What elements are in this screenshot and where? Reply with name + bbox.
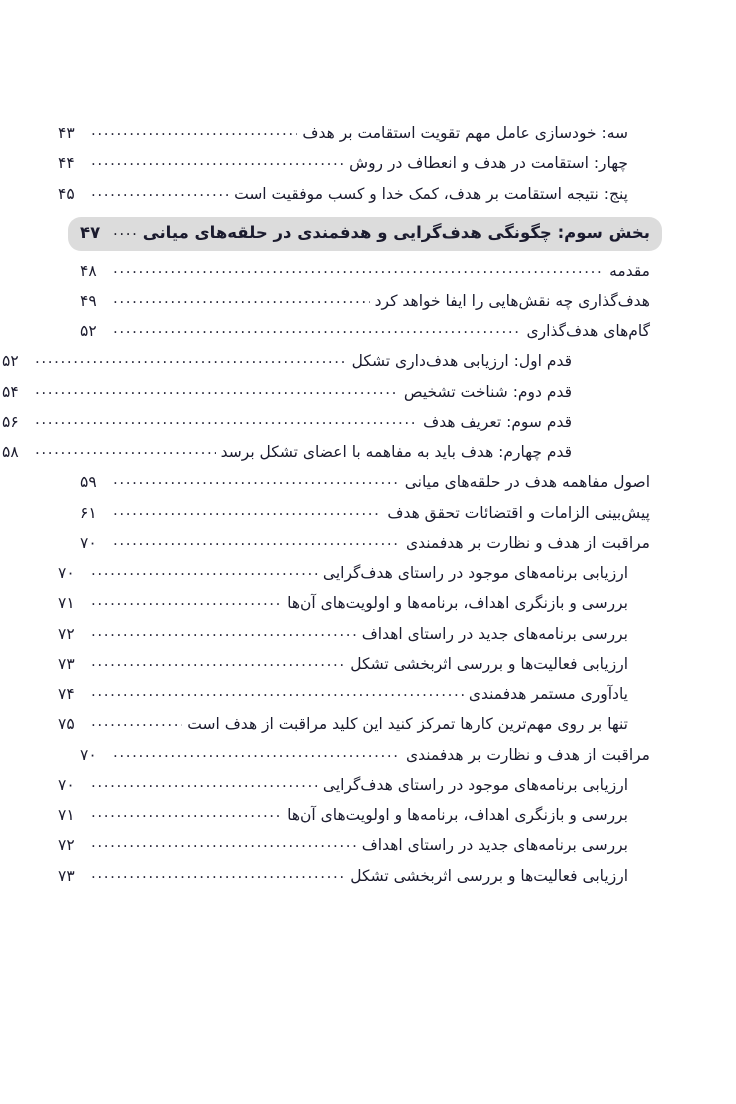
toc-entry-page-number: ۷۰ (80, 745, 97, 764)
toc-entry-page-number: ۷۵ (58, 715, 75, 734)
toc-entry-row[interactable] (58, 592, 628, 615)
toc-leader-dots (91, 622, 357, 640)
toc-entry-page-number: ۷۰ (80, 533, 97, 552)
toc-entry-page-number: ۷۴ (58, 685, 75, 703)
toc-leader-dots (91, 773, 318, 791)
toc-entry-page-number: ۵۶ (2, 412, 19, 431)
toc-leader-dots (91, 712, 182, 730)
table-of-contents-list (2, 122, 650, 895)
toc-entry-title: بررسی و بازنگری اهداف، برنامه‌ها و اولویت‌های آن‌ها (287, 806, 628, 824)
toc-entry-page-number: ۵۹ (80, 473, 97, 492)
toc-leader-dots (91, 864, 345, 882)
toc-entry-row[interactable] (58, 152, 628, 175)
toc-entry-title: تنها بر روی مهم‌ترین کارها تمرکز کنید این کلید مراقبت از هدف است (187, 715, 628, 734)
toc-entry-page-number: ۷۲ (58, 624, 75, 643)
toc-entry-title: قدم چهارم: هدف باید به مفاهمه با اعضای تشکل برسد (220, 443, 572, 461)
toc-entry-title: مراقبت از هدف و نظارت بر هدفمندی (405, 533, 650, 552)
toc-entry-row[interactable] (80, 502, 650, 525)
toc-entry-title: چهار: استقامت در هدف و انعطاف در روش (349, 154, 628, 173)
toc-entry-page-number: ۷۳ (58, 654, 75, 673)
toc-entry-title: ارزیابی برنامه‌های موجود در راستای هدف‌گرایی (322, 564, 628, 582)
toc-entry-title: ارزیابی فعالیت‌ها و بررسی اثربخشی تشکل (350, 866, 628, 885)
toc-entry-row[interactable] (58, 834, 628, 857)
toc-entry-page-number: ۵۸ (2, 443, 19, 461)
toc-section-row[interactable] (68, 217, 662, 251)
toc-leader-dots (91, 151, 344, 169)
toc-entry-title: قدم اول: ارزیابی هدف‌داری تشکل (351, 352, 572, 371)
toc-leader-dots (113, 221, 138, 239)
toc-entry-page-number: ۷۰ (58, 564, 75, 582)
toc-entry-title: بخش سوم: چگونگی هدف‌گرایی و هدفمندی در حلقه‌های میانی (142, 222, 650, 242)
toc-entry-row[interactable] (2, 350, 572, 373)
toc-entry-page-number: ۷۰ (58, 775, 75, 794)
toc-entry-title: گام‌های هدف‌گذاری (526, 322, 650, 340)
toc-entry-page-number: ۴۵ (58, 184, 75, 203)
toc-entry-page-number: ۴۹ (80, 291, 97, 310)
toc-leader-dots (113, 289, 370, 307)
toc-leader-dots (35, 440, 216, 458)
toc-leader-dots (113, 743, 401, 761)
toc-entry-row[interactable] (58, 183, 628, 206)
toc-entry-title: پنج: نتیجه استقامت بر هدف، کمک خدا و کسب موفقیت است (234, 184, 628, 203)
toc-entry-page-number: ۴۳ (58, 124, 75, 142)
toc-leader-dots (91, 182, 229, 200)
toc-leader-dots (91, 561, 318, 579)
toc-entry-row[interactable] (58, 653, 628, 676)
toc-entry-row[interactable] (58, 804, 628, 827)
toc-entry-row[interactable] (2, 411, 572, 434)
toc-entry-row[interactable] (80, 260, 650, 283)
toc-entry-row[interactable] (2, 441, 572, 464)
toc-entry-page-number: ۵۴ (2, 382, 19, 401)
toc-entry-title: مراقبت از هدف و نظارت بر هدفمندی (405, 745, 650, 764)
toc-leader-dots (91, 652, 345, 670)
toc-entry-page-number: ۴۷ (80, 222, 101, 242)
toc-entry-row[interactable] (80, 320, 650, 343)
toc-entry-page-number: ۷۱ (58, 594, 75, 613)
toc-entry-page-number: ۷۱ (58, 806, 75, 824)
toc-leader-dots (35, 349, 347, 367)
toc-entry-row[interactable] (58, 122, 628, 145)
toc-entry-title: اصول مفاهمه هدف در حلقه‌های میانی (404, 473, 650, 492)
toc-entry-title: ارزیابی برنامه‌های موجود در راستای هدف‌گرایی (322, 775, 628, 794)
toc-entry-row[interactable] (58, 562, 628, 585)
toc-entry-title: ارزیابی فعالیت‌ها و بررسی اثربخشی تشکل (350, 654, 628, 673)
toc-leader-dots (91, 833, 357, 851)
toc-entry-row[interactable] (58, 683, 628, 706)
toc-leader-dots (91, 682, 464, 700)
toc-entry-row[interactable] (80, 471, 650, 494)
toc-entry-title: یادآوری مستمر هدفمندی (468, 685, 628, 703)
toc-entry-page-number: ۵۲ (2, 352, 19, 371)
toc-entry-row[interactable] (58, 865, 628, 888)
toc-entry-title: پیش‌بینی الزامات و اقتضائات تحقق هدف (387, 503, 650, 522)
toc-entry-title: بررسی و بازنگری اهداف، برنامه‌ها و اولویت‌های آن‌ها (287, 594, 628, 613)
toc-leader-dots (91, 591, 282, 609)
toc-entry-row[interactable] (58, 623, 628, 646)
toc-leader-dots (91, 121, 297, 139)
toc-entry-page-number: ۴۴ (58, 154, 75, 173)
toc-entry-page-number: ۶۱ (80, 503, 97, 522)
toc-entry-row[interactable] (80, 290, 650, 313)
toc-leader-dots (113, 531, 401, 549)
toc-leader-dots (35, 380, 399, 398)
toc-entry-row[interactable] (2, 381, 572, 404)
toc-entry-title: بررسی برنامه‌های جدید در راستای اهداف (361, 624, 628, 643)
toc-entry-row[interactable] (58, 774, 628, 797)
toc-entry-title: سه: خودسازی عامل مهم تقویت استقامت بر هدف (302, 124, 628, 142)
toc-leader-dots (35, 410, 418, 428)
toc-entry-page-number: ۷۳ (58, 866, 75, 885)
toc-entry-row[interactable] (80, 532, 650, 555)
toc-entry-title: مقدمه (609, 261, 650, 280)
toc-entry-title: قدم سوم: تعریف هدف (423, 412, 572, 431)
toc-leader-dots (113, 319, 522, 337)
toc-leader-dots (113, 259, 604, 277)
toc-entry-title: بررسی برنامه‌های جدید در راستای اهداف (361, 836, 628, 855)
toc-leader-dots (113, 501, 382, 519)
toc-entry-page-number: ۷۲ (58, 836, 75, 855)
toc-leader-dots (91, 803, 282, 821)
toc-leader-dots (113, 470, 400, 488)
toc-entry-title: قدم دوم: شناخت تشخیص (403, 382, 572, 401)
toc-entry-title: هدف‌گذاری چه نقش‌هایی را ایفا خواهد کرد (374, 291, 650, 310)
toc-entry-page-number: ۵۲ (80, 322, 97, 340)
toc-entry-page-number: ۴۸ (80, 261, 97, 280)
toc-entry-row[interactable] (58, 713, 628, 736)
toc-entry-row[interactable] (80, 744, 650, 767)
